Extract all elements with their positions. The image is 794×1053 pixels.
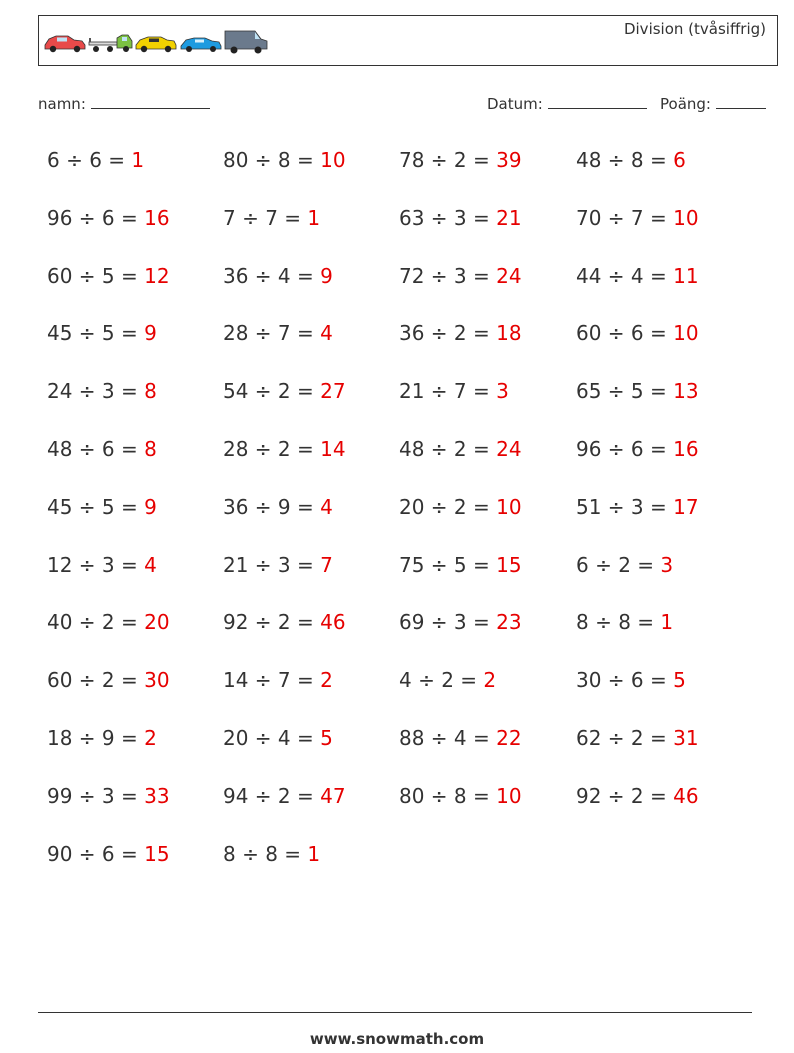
problem-answer: 9: [144, 321, 157, 345]
problem-answer: 1: [307, 842, 321, 866]
problem-item: [576, 726, 699, 750]
problem-question: 51 ÷ 3 =: [576, 495, 667, 519]
van-icon: [225, 31, 267, 54]
problem-item: [47, 784, 170, 808]
problem-answer: 20: [144, 610, 170, 634]
problem-answer: 4: [320, 495, 333, 519]
problem-answer: 16: [144, 206, 170, 230]
problem-answer: 23: [496, 610, 522, 634]
problem-question: 4 ÷ 2 =: [399, 668, 478, 692]
footer-url: www.snowmath.com: [309, 1030, 485, 1048]
problem-item: [47, 668, 170, 692]
problem-answer: 1: [131, 148, 145, 172]
problem-question: 60 ÷ 5 =: [47, 264, 138, 288]
problem-item: [576, 264, 699, 288]
problem-question: 30 ÷ 6 =: [576, 668, 667, 692]
problem-question: 96 ÷ 6 =: [576, 437, 667, 461]
worksheet-title: Division (tvåsiffrig): [623, 20, 766, 38]
problem-question: 24 ÷ 3 =: [47, 379, 138, 403]
problem-answer: 24: [496, 264, 522, 288]
problem-question: 65 ÷ 5 =: [576, 379, 667, 403]
problem-item: [576, 206, 699, 230]
problem-item: [223, 610, 346, 634]
problem-question: 28 ÷ 7 =: [223, 321, 314, 345]
problem-item: [47, 148, 144, 172]
problem-answer: 46: [673, 784, 699, 808]
problem-question: 60 ÷ 6 =: [576, 321, 667, 345]
problem-answer: 18: [496, 321, 522, 345]
problem-item: [576, 610, 673, 634]
problem-answer: 10: [673, 321, 699, 345]
date-label: Datum:: [487, 95, 543, 113]
problem-item: [47, 321, 157, 345]
problem-question: 28 ÷ 2 =: [223, 437, 314, 461]
name-field: [38, 94, 210, 113]
problem-item: [399, 784, 522, 808]
problem-item: [223, 379, 346, 403]
problem-item: [223, 668, 333, 692]
problem-answer: 27: [320, 379, 346, 403]
problem-question: 45 ÷ 5 =: [47, 495, 138, 519]
problem-question: 21 ÷ 3 =: [223, 553, 314, 577]
problem-question: 54 ÷ 2 =: [223, 379, 314, 403]
problem-answer: 10: [496, 784, 522, 808]
name-label: namn:: [38, 95, 86, 113]
problem-item: [576, 321, 699, 345]
problem-item: [399, 668, 496, 692]
problem-answer: 24: [496, 437, 522, 461]
problem-question: 90 ÷ 6 =: [47, 842, 138, 866]
problem-answer: 6: [673, 148, 686, 172]
problem-question: 80 ÷ 8 =: [399, 784, 490, 808]
problem-item: [47, 495, 157, 519]
problem-item: [399, 610, 522, 634]
problem-answer: 31: [673, 726, 699, 750]
name-blank: [91, 94, 210, 109]
problem-question: 8 ÷ 8 =: [223, 842, 302, 866]
problem-question: 78 ÷ 2 =: [399, 148, 490, 172]
problem-question: 21 ÷ 7 =: [399, 379, 490, 403]
problem-question: 6 ÷ 6 =: [47, 148, 126, 172]
problem-question: 36 ÷ 4 =: [223, 264, 314, 288]
red-car-icon: [45, 36, 85, 52]
problem-answer: 14: [320, 437, 346, 461]
problem-item: [223, 842, 320, 866]
problem-item: [223, 321, 333, 345]
problem-item: [223, 495, 333, 519]
problem-item: [223, 437, 346, 461]
problem-item: [47, 610, 170, 634]
problem-item: [576, 553, 673, 577]
problem-item: [223, 784, 346, 808]
problem-answer: 8: [144, 437, 157, 461]
problem-item: [576, 437, 699, 461]
problem-item: [399, 206, 522, 230]
problem-answer: 11: [673, 264, 699, 288]
problem-question: 8 ÷ 8 =: [576, 610, 655, 634]
problem-item: [223, 726, 333, 750]
score-blank: [716, 94, 766, 109]
problem-item: [47, 264, 170, 288]
problem-item: [47, 437, 157, 461]
problem-question: 60 ÷ 2 =: [47, 668, 138, 692]
problem-answer: 9: [320, 264, 333, 288]
problem-question: 48 ÷ 8 =: [576, 148, 667, 172]
problem-item: [47, 206, 170, 230]
problem-item: [576, 668, 686, 692]
problem-item: [576, 148, 686, 172]
problem-answer: 15: [496, 553, 522, 577]
problem-question: 20 ÷ 4 =: [223, 726, 314, 750]
problem-question: 75 ÷ 5 =: [399, 553, 490, 577]
problem-question: 80 ÷ 8 =: [223, 148, 314, 172]
problem-answer: 15: [144, 842, 170, 866]
problem-answer: 10: [320, 148, 346, 172]
problem-answer: 10: [496, 495, 522, 519]
problem-answer: 1: [307, 206, 321, 230]
problem-question: 88 ÷ 4 =: [399, 726, 490, 750]
problem-item: [223, 206, 320, 230]
problem-question: 70 ÷ 7 =: [576, 206, 667, 230]
problem-answer: 21: [496, 206, 522, 230]
problem-question: 12 ÷ 3 =: [47, 553, 138, 577]
problem-answer: 12: [144, 264, 170, 288]
problem-question: 14 ÷ 7 =: [223, 668, 314, 692]
problem-question: 99 ÷ 3 =: [47, 784, 138, 808]
problem-question: 45 ÷ 5 =: [47, 321, 138, 345]
problem-question: 20 ÷ 2 =: [399, 495, 490, 519]
problem-item: [399, 437, 522, 461]
problem-item: [576, 784, 699, 808]
problem-question: 48 ÷ 2 =: [399, 437, 490, 461]
problem-question: 40 ÷ 2 =: [47, 610, 138, 634]
problem-question: 48 ÷ 6 =: [47, 437, 138, 461]
problem-answer: 3: [660, 553, 674, 577]
problem-question: 18 ÷ 9 =: [47, 726, 138, 750]
score-label: Poäng:: [660, 95, 711, 113]
problem-answer: 39: [496, 148, 522, 172]
problem-item: [47, 379, 157, 403]
problem-item: [576, 495, 699, 519]
problem-answer: 2: [320, 668, 333, 692]
problem-answer: 3: [496, 379, 509, 403]
problem-question: 36 ÷ 9 =: [223, 495, 314, 519]
problem-item: [576, 379, 699, 403]
problem-question: 62 ÷ 2 =: [576, 726, 667, 750]
yellow-car-icon: [136, 37, 176, 52]
problem-item: [399, 264, 522, 288]
date-blank: [548, 94, 647, 109]
problem-answer: 2: [483, 668, 497, 692]
problem-item: [399, 495, 522, 519]
problem-item: [399, 148, 522, 172]
problem-answer: 4: [144, 553, 157, 577]
score-field: [660, 94, 766, 113]
problem-item: [399, 726, 522, 750]
problem-answer: 4: [320, 321, 333, 345]
problem-answer: 22: [496, 726, 522, 750]
problem-answer: 7: [320, 553, 333, 577]
problem-question: 36 ÷ 2 =: [399, 321, 490, 345]
problem-item: [223, 553, 333, 577]
problem-item: [399, 553, 522, 577]
problem-question: 6 ÷ 2 =: [576, 553, 655, 577]
date-field: [487, 94, 647, 113]
problem-answer: 17: [673, 495, 699, 519]
problem-question: 72 ÷ 3 =: [399, 264, 490, 288]
header-box: [38, 15, 778, 66]
blue-car-icon: [181, 38, 221, 52]
problem-item: [47, 842, 170, 866]
footer-divider: [38, 1012, 752, 1013]
problem-question: 92 ÷ 2 =: [576, 784, 667, 808]
problem-item: [223, 148, 346, 172]
problem-answer: 16: [673, 437, 699, 461]
problem-answer: 2: [144, 726, 157, 750]
problem-item: [47, 553, 157, 577]
problem-answer: 47: [320, 784, 346, 808]
problem-answer: 46: [320, 610, 346, 634]
problem-answer: 33: [144, 784, 170, 808]
vehicle-icons: [42, 29, 272, 55]
tow-truck-icon: [89, 35, 132, 52]
problem-question: 7 ÷ 7 =: [223, 206, 302, 230]
problem-question: 92 ÷ 2 =: [223, 610, 314, 634]
problem-answer: 5: [320, 726, 333, 750]
problem-answer: 9: [144, 495, 157, 519]
problem-item: [47, 726, 157, 750]
problem-question: 96 ÷ 6 =: [47, 206, 138, 230]
problem-answer: 1: [660, 610, 674, 634]
problem-answer: 5: [673, 668, 686, 692]
problem-question: 69 ÷ 3 =: [399, 610, 490, 634]
problem-answer: 30: [144, 668, 170, 692]
problem-answer: 13: [673, 379, 699, 403]
problem-item: [399, 379, 509, 403]
problem-question: 44 ÷ 4 =: [576, 264, 667, 288]
problem-question: 63 ÷ 3 =: [399, 206, 490, 230]
problem-answer: 10: [673, 206, 699, 230]
problem-item: [223, 264, 333, 288]
problem-question: 94 ÷ 2 =: [223, 784, 314, 808]
problem-item: [399, 321, 522, 345]
problem-answer: 8: [144, 379, 157, 403]
